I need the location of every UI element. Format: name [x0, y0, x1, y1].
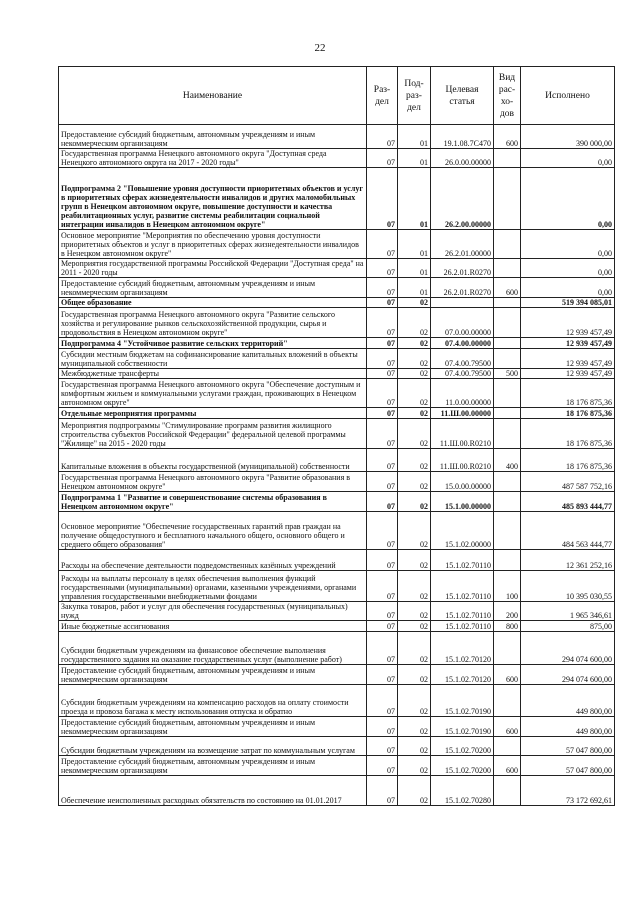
row-subsection: 01	[398, 125, 431, 149]
row-subsection: 01	[398, 149, 431, 168]
row-section: 07	[367, 632, 398, 665]
row-section: 07	[367, 149, 398, 168]
row-subsection: 02	[398, 571, 431, 602]
row-name: Мероприятия государственной программы Российской Федерации "Доступная среда" на 2011 - 2020 годы	[59, 259, 367, 278]
row-subsection: 02	[398, 338, 431, 349]
row-name: Предоставление субсидий бюджетным, автономным учреждениям и иным некоммерческим организациям	[59, 125, 367, 149]
column-header-name: Наименование	[59, 67, 367, 125]
table-row	[59, 449, 615, 472]
column-header-section: Раз- дел	[367, 67, 398, 125]
row-section: 07	[367, 621, 398, 632]
row-expense-type: 600	[494, 278, 521, 298]
row-name: Подпрограмма 1 "Развитие и совершенствование системы образования в Ненецком автономном округе"	[59, 492, 367, 512]
row-subsection: 02	[398, 379, 431, 408]
column-header-executed: Исполнено	[521, 67, 615, 125]
row-target: 15.0.00.00000	[431, 472, 494, 492]
row-section: 07	[367, 125, 398, 149]
column-header-target: Целевая статья	[431, 67, 494, 125]
row-section: 07	[367, 472, 398, 492]
row-subsection: 01	[398, 278, 431, 298]
row-section: 07	[367, 369, 398, 379]
page-number: 22	[314, 42, 326, 54]
row-amount: 12 939 457,49	[521, 369, 615, 379]
row-target: 11.0.00.00000	[431, 379, 494, 408]
row-name: Общее образование	[59, 298, 367, 308]
table-row	[59, 717, 615, 737]
row-amount: 0,00	[521, 278, 615, 298]
table-row	[59, 125, 615, 149]
row-expense-type: 600	[494, 125, 521, 149]
row-target: 26.2.01.00000	[431, 230, 494, 259]
row-expense-type	[494, 259, 521, 278]
table-row	[59, 665, 615, 685]
row-expense-type	[494, 512, 521, 550]
column-header-expense-type: Вид рас- хо- дов	[494, 67, 521, 125]
row-expense-type	[494, 308, 521, 338]
row-amount: 0,00	[521, 259, 615, 278]
row-subsection: 02	[398, 308, 431, 338]
row-target: 15.1.00.00000	[431, 492, 494, 512]
row-amount: 10 395 030,55	[521, 571, 615, 602]
row-target: 15.1.02.70190	[431, 685, 494, 717]
row-name: Обеспечение неисполненных расходных обязательств по состоянию на 01.01.2017	[59, 776, 367, 806]
table-row	[59, 278, 615, 298]
row-subsection: 02	[398, 449, 431, 472]
row-subsection: 01	[398, 259, 431, 278]
row-target: 15.1.02.70110	[431, 571, 494, 602]
row-target: 26.2.01.R0270	[431, 278, 494, 298]
row-amount: 449 800,00	[521, 717, 615, 737]
row-amount: 18 176 875,36	[521, 449, 615, 472]
row-name: Государственная программа Ненецкого автономного округа "Развитие сельского хозяйства и регулирование рынков сельскохозяйственной продукции, сырья и продовольствия в Ненецком автономном округе"	[59, 308, 367, 338]
budget-table	[58, 66, 615, 806]
row-section: 07	[367, 550, 398, 571]
row-subsection: 02	[398, 602, 431, 621]
row-amount: 0,00	[521, 168, 615, 230]
row-target: 15.1.02.70110	[431, 602, 494, 621]
row-name: Отдельные мероприятия программы	[59, 408, 367, 419]
row-name: Основное мероприятие "Обеспечение государственных гарантий прав граждан на получение общедоступного и бесплатного начального общего, основного общего и среднего общего образования"	[59, 512, 367, 550]
row-amount: 12 361 252,16	[521, 550, 615, 571]
row-name: Подпрограмма 4 "Устойчивое развитие сельских территорий"	[59, 338, 367, 349]
row-subsection: 02	[398, 298, 431, 308]
row-section: 07	[367, 419, 398, 449]
row-name: Расходы на обеспечение деятельности подведомственных казённых учреждений	[59, 550, 367, 571]
row-target: 15.1.02.00000	[431, 512, 494, 550]
row-target: 15.1.02.70110	[431, 621, 494, 632]
row-amount: 294 074 600,00	[521, 632, 615, 665]
row-amount: 57 047 800,00	[521, 756, 615, 776]
row-section: 07	[367, 756, 398, 776]
row-target: 26.2.01.R0270	[431, 259, 494, 278]
row-target: 11.Ш.00.R0210	[431, 449, 494, 472]
table-row	[59, 338, 615, 349]
row-expense-type: 600	[494, 717, 521, 737]
row-name: Основное мероприятие "Мероприятия по обеспечению уровня доступности приоритетных объектов и услуг в приоритетных сферах жизнедеятельности инвалидов в Ненецком автономном округе"	[59, 230, 367, 259]
row-name: Субсидии бюджетным учреждениям на финансовое обеспечение выполнения государственного задания на оказание государственных услуг (выполнение работ)	[59, 632, 367, 665]
row-section: 07	[367, 449, 398, 472]
row-target: 26.0.00.00000	[431, 149, 494, 168]
table-row	[59, 298, 615, 308]
row-target	[431, 298, 494, 308]
row-name: Предоставление субсидий бюджетным, автономным учреждениям и иным некоммерческим организациям	[59, 717, 367, 737]
row-amount: 0,00	[521, 149, 615, 168]
table-row	[59, 230, 615, 259]
row-subsection: 02	[398, 665, 431, 685]
row-name: Субсидии бюджетным учреждениям на возмещение затрат по коммунальным услугам	[59, 737, 367, 756]
row-expense-type	[494, 349, 521, 369]
row-expense-type	[494, 737, 521, 756]
row-section: 07	[367, 408, 398, 419]
row-name: Закупка товаров, работ и услуг для обеспечения государственных (муниципальных) нужд	[59, 602, 367, 621]
row-amount: 1 965 346,61	[521, 602, 615, 621]
row-expense-type	[494, 632, 521, 665]
row-amount: 519 394 085,01	[521, 298, 615, 308]
table-row	[59, 472, 615, 492]
row-expense-type	[494, 550, 521, 571]
row-expense-type: 600	[494, 665, 521, 685]
row-target: 07.4.00.79500	[431, 369, 494, 379]
row-section: 07	[367, 308, 398, 338]
row-amount: 12 939 457,49	[521, 338, 615, 349]
row-subsection: 02	[398, 621, 431, 632]
table-row	[59, 621, 615, 632]
row-expense-type: 100	[494, 571, 521, 602]
table-row	[59, 571, 615, 602]
table-row	[59, 632, 615, 665]
row-target: 11.Ш.00.00000	[431, 408, 494, 419]
row-amount: 875,00	[521, 621, 615, 632]
table-row	[59, 685, 615, 717]
row-subsection: 01	[398, 168, 431, 230]
row-name: Расходы на выплаты персоналу в целях обеспечения выполнения функций государственными (муниципальными) органами, казенными учреждениями, органами управления государственными внебюджетными фондами	[59, 571, 367, 602]
row-amount: 73 172 692,61	[521, 776, 615, 806]
row-target: 15.1.02.70200	[431, 756, 494, 776]
row-name: Государственная программа Ненецкого автономного округа "Доступная среда Ненецкого автономного округа на 2017 - 2020 годы"	[59, 149, 367, 168]
row-target: 15.1.02.70120	[431, 632, 494, 665]
row-section: 07	[367, 278, 398, 298]
row-subsection: 02	[398, 419, 431, 449]
row-expense-type: 400	[494, 449, 521, 472]
row-target: 19.1.08.7С470	[431, 125, 494, 149]
row-name: Государственная программа Ненецкого автономного округа "Развитие образования в Ненецком автономном округе"	[59, 472, 367, 492]
column-header-subsection: Под- раз- дел	[398, 67, 431, 125]
row-name: Межбюджетные трансферты	[59, 369, 367, 379]
row-subsection: 02	[398, 776, 431, 806]
row-section: 07	[367, 230, 398, 259]
row-amount: 294 074 600,00	[521, 665, 615, 685]
table-row	[59, 408, 615, 419]
table-row	[59, 369, 615, 379]
row-expense-type	[494, 338, 521, 349]
row-target: 15.1.02.70190	[431, 717, 494, 737]
row-subsection: 02	[398, 756, 431, 776]
row-amount: 484 563 444,77	[521, 512, 615, 550]
row-subsection: 02	[398, 472, 431, 492]
row-amount: 449 800,00	[521, 685, 615, 717]
row-section: 07	[367, 259, 398, 278]
row-amount: 18 176 875,36	[521, 408, 615, 419]
table-row	[59, 259, 615, 278]
row-name: Государственная программа Ненецкого автономного округа "Обеспечение доступным и комфортным жильем и коммунальными услугами граждан, проживающих в Ненецком автономном округе"	[59, 379, 367, 408]
row-expense-type	[494, 492, 521, 512]
table-row	[59, 149, 615, 168]
row-target: 07.4.00.00000	[431, 338, 494, 349]
row-subsection: 02	[398, 512, 431, 550]
table-row	[59, 168, 615, 230]
table-row	[59, 492, 615, 512]
row-name: Мероприятия подпрограммы "Стимулирование программ развития жилищного строительства субъектов Российской Федерации" федеральной целевой программы "Жилище" на 2015 - 2020 годы	[59, 419, 367, 449]
row-expense-type	[494, 379, 521, 408]
row-expense-type	[494, 168, 521, 230]
row-expense-type	[494, 298, 521, 308]
row-subsection: 02	[398, 550, 431, 571]
row-name: Иные бюджетные ассигнования	[59, 621, 367, 632]
table-row	[59, 602, 615, 621]
table-row	[59, 379, 615, 408]
row-section: 07	[367, 737, 398, 756]
row-section: 07	[367, 492, 398, 512]
row-expense-type: 600	[494, 756, 521, 776]
table-row	[59, 349, 615, 369]
table-row	[59, 776, 615, 806]
row-expense-type: 800	[494, 621, 521, 632]
table-header-row	[59, 67, 615, 125]
row-subsection: 02	[398, 632, 431, 665]
row-expense-type	[494, 230, 521, 259]
row-name: Капитальные вложения в объекты государственной (муниципальной) собственности	[59, 449, 367, 472]
table-row	[59, 419, 615, 449]
row-expense-type	[494, 776, 521, 806]
row-target: 15.1.02.70110	[431, 550, 494, 571]
row-amount: 0,00	[521, 230, 615, 259]
row-expense-type	[494, 419, 521, 449]
row-subsection: 02	[398, 408, 431, 419]
row-amount: 12 939 457,49	[521, 349, 615, 369]
row-subsection: 02	[398, 737, 431, 756]
row-expense-type	[494, 149, 521, 168]
row-target: 11.Ш.00.R0210	[431, 419, 494, 449]
row-expense-type	[494, 472, 521, 492]
table-row	[59, 756, 615, 776]
row-subsection: 01	[398, 230, 431, 259]
row-section: 07	[367, 338, 398, 349]
row-section: 07	[367, 602, 398, 621]
row-target: 15.1.02.70120	[431, 665, 494, 685]
row-name: Подпрограмма 2 "Повышение уровня доступности приоритетных объектов и услуг в приоритетных сферах жизнедеятельности инвалидов и других маломобильных групп в Ненецком автономном округе, повышение доступности и качества реабилитационных услуг, развитие системы реабилитации социальной интеграции инвалидов в Ненецком автономном округе"	[59, 168, 367, 230]
row-target: 15.1.02.70200	[431, 737, 494, 756]
row-expense-type: 200	[494, 602, 521, 621]
row-subsection: 02	[398, 717, 431, 737]
row-section: 07	[367, 717, 398, 737]
row-amount: 487 587 752,16	[521, 472, 615, 492]
row-expense-type	[494, 408, 521, 419]
row-amount: 390 000,00	[521, 125, 615, 149]
row-name: Предоставление субсидий бюджетным, автономным учреждениям и иным некоммерческим организациям	[59, 278, 367, 298]
row-section: 07	[367, 298, 398, 308]
row-expense-type: 500	[494, 369, 521, 379]
row-name: Субсидии бюджетным учреждениям на компенсацию расходов на оплату стоимости проезда и провоза багажа к месту использования отпуска и обратно	[59, 685, 367, 717]
row-name: Предоставление субсидий бюджетным, автономным учреждениям и иным некоммерческим организациям	[59, 756, 367, 776]
table-row	[59, 308, 615, 338]
row-target: 07.0.00.00000	[431, 308, 494, 338]
row-amount: 57 047 800,00	[521, 737, 615, 756]
row-section: 07	[367, 349, 398, 369]
row-amount: 18 176 875,36	[521, 379, 615, 408]
row-section: 07	[367, 665, 398, 685]
row-name: Предоставление субсидий бюджетным, автономным учреждениям и иным некоммерческим организациям	[59, 665, 367, 685]
row-name: Субсидии местным бюджетам на софинансирование капитальных вложений в объекты муниципальной собственности	[59, 349, 367, 369]
row-expense-type	[494, 685, 521, 717]
table-row	[59, 550, 615, 571]
row-target: 07.4.00.79500	[431, 349, 494, 369]
row-subsection: 02	[398, 349, 431, 369]
row-section: 07	[367, 776, 398, 806]
row-section: 07	[367, 571, 398, 602]
row-section: 07	[367, 685, 398, 717]
row-target: 15.1.02.70280	[431, 776, 494, 806]
row-amount: 485 893 444,77	[521, 492, 615, 512]
row-section: 07	[367, 379, 398, 408]
table-row	[59, 737, 615, 756]
table-row	[59, 512, 615, 550]
row-section: 07	[367, 168, 398, 230]
row-subsection: 02	[398, 492, 431, 512]
row-amount: 12 939 457,49	[521, 308, 615, 338]
row-subsection: 02	[398, 685, 431, 717]
row-target: 26.2.00.00000	[431, 168, 494, 230]
row-section: 07	[367, 512, 398, 550]
row-amount: 18 176 875,36	[521, 419, 615, 449]
row-subsection: 02	[398, 369, 431, 379]
